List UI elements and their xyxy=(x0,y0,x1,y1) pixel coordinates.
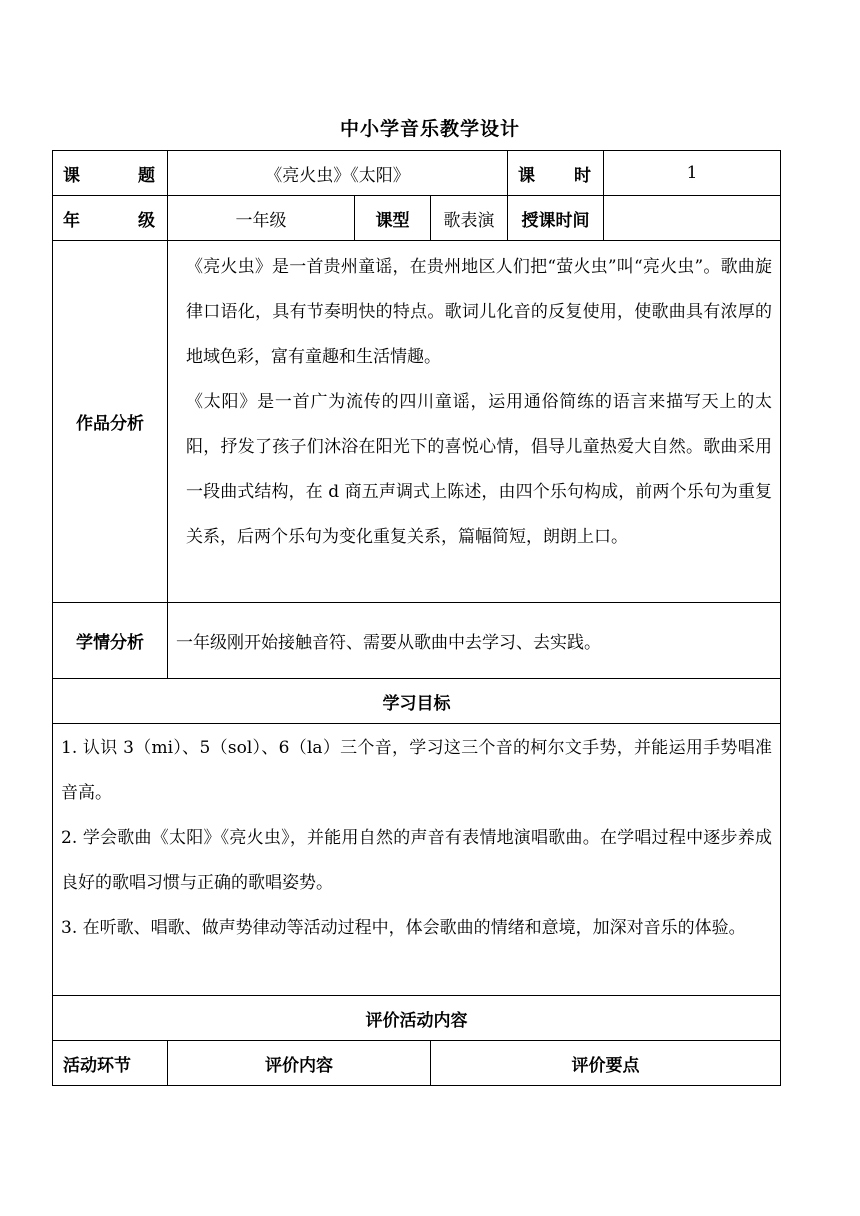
row-topic xyxy=(53,151,781,196)
eval-col-content: 评价内容 xyxy=(168,1041,431,1086)
topic-label: 课 题 xyxy=(53,151,168,196)
work-analysis-label: 作品分析 xyxy=(53,241,168,603)
evaluation-heading: 评价活动内容 xyxy=(53,996,781,1041)
period-label: 课 时 xyxy=(508,151,604,196)
objective-item: 2. 学会歌曲《太阳》《亮火虫》，并能用自然的声音有表情地演唱歌曲。在学唱过程中逐步养成良好的歌唱习惯与正确的歌唱姿势。 xyxy=(61,828,772,893)
row-evaluation-columns xyxy=(53,1041,781,1086)
row-work-analysis xyxy=(53,241,781,603)
work-analysis-content xyxy=(168,241,781,603)
time-value xyxy=(604,196,781,241)
objective-item: 3. 在听歌、唱歌、做声势律动等活动过程中，体会歌曲的情绪和意境，加深对音乐的体验。 xyxy=(61,918,746,938)
grade-value: 一年级 xyxy=(168,196,355,241)
type-value: 歌表演 xyxy=(431,196,508,241)
objectives-content xyxy=(53,724,781,996)
grade-label: 年 级 xyxy=(53,196,168,241)
type-label: 课型 xyxy=(355,196,431,241)
topic-value: 《亮火虫》《太阳》 xyxy=(168,151,508,196)
row-objectives xyxy=(53,724,781,996)
objectives-heading: 学习目标 xyxy=(53,679,781,724)
learner-analysis-label: 学情分析 xyxy=(53,603,168,679)
row-objectives-heading xyxy=(53,679,781,724)
objective-item: 1. 认识 3（mi）、5（sol）、6（la）三个音，学习这三个音的柯尔文手势，并能运用手势唱准音高。 xyxy=(61,738,772,803)
row-evaluation-heading xyxy=(53,996,781,1041)
eval-col-points: 评价要点 xyxy=(431,1041,781,1086)
eval-col-activity: 活动环节 xyxy=(53,1041,168,1086)
time-label: 授课时间 xyxy=(508,196,604,241)
document-title: 中小学音乐教学设计 xyxy=(339,118,520,140)
row-learner-analysis xyxy=(53,603,781,679)
lesson-plan-table xyxy=(52,150,781,1086)
work-analysis-para-1: 《亮火虫》是一首贵州童谣，在贵州地区人们把“萤火虫”叫“亮火虫”。歌曲旋律口语化，具有节奏明快的特点。歌词儿化音的反复使用，使歌曲具有浓厚的地域色彩，富有童趣和生活情趣。 xyxy=(186,257,772,367)
work-analysis-para-2: 《太阳》是一首广为流传的四川童谣，运用通俗简练的语言来描写天上的太阳，抒发了孩子们沐浴在阳光下的喜悦心情，倡导儿童热爱大自然。歌曲采用一段曲式结构，在 d 商五声调式上陈述，由四个乐句构成，前两个乐句为重复关系，后两个乐句为变化重复关系，篇幅简短，朗朗上口。 xyxy=(186,392,772,547)
learner-analysis-content: 一年级刚开始接触音符、需要从歌曲中去学习、去实践。 xyxy=(168,603,781,679)
row-grade xyxy=(53,196,781,241)
period-value: 1 xyxy=(604,151,781,196)
